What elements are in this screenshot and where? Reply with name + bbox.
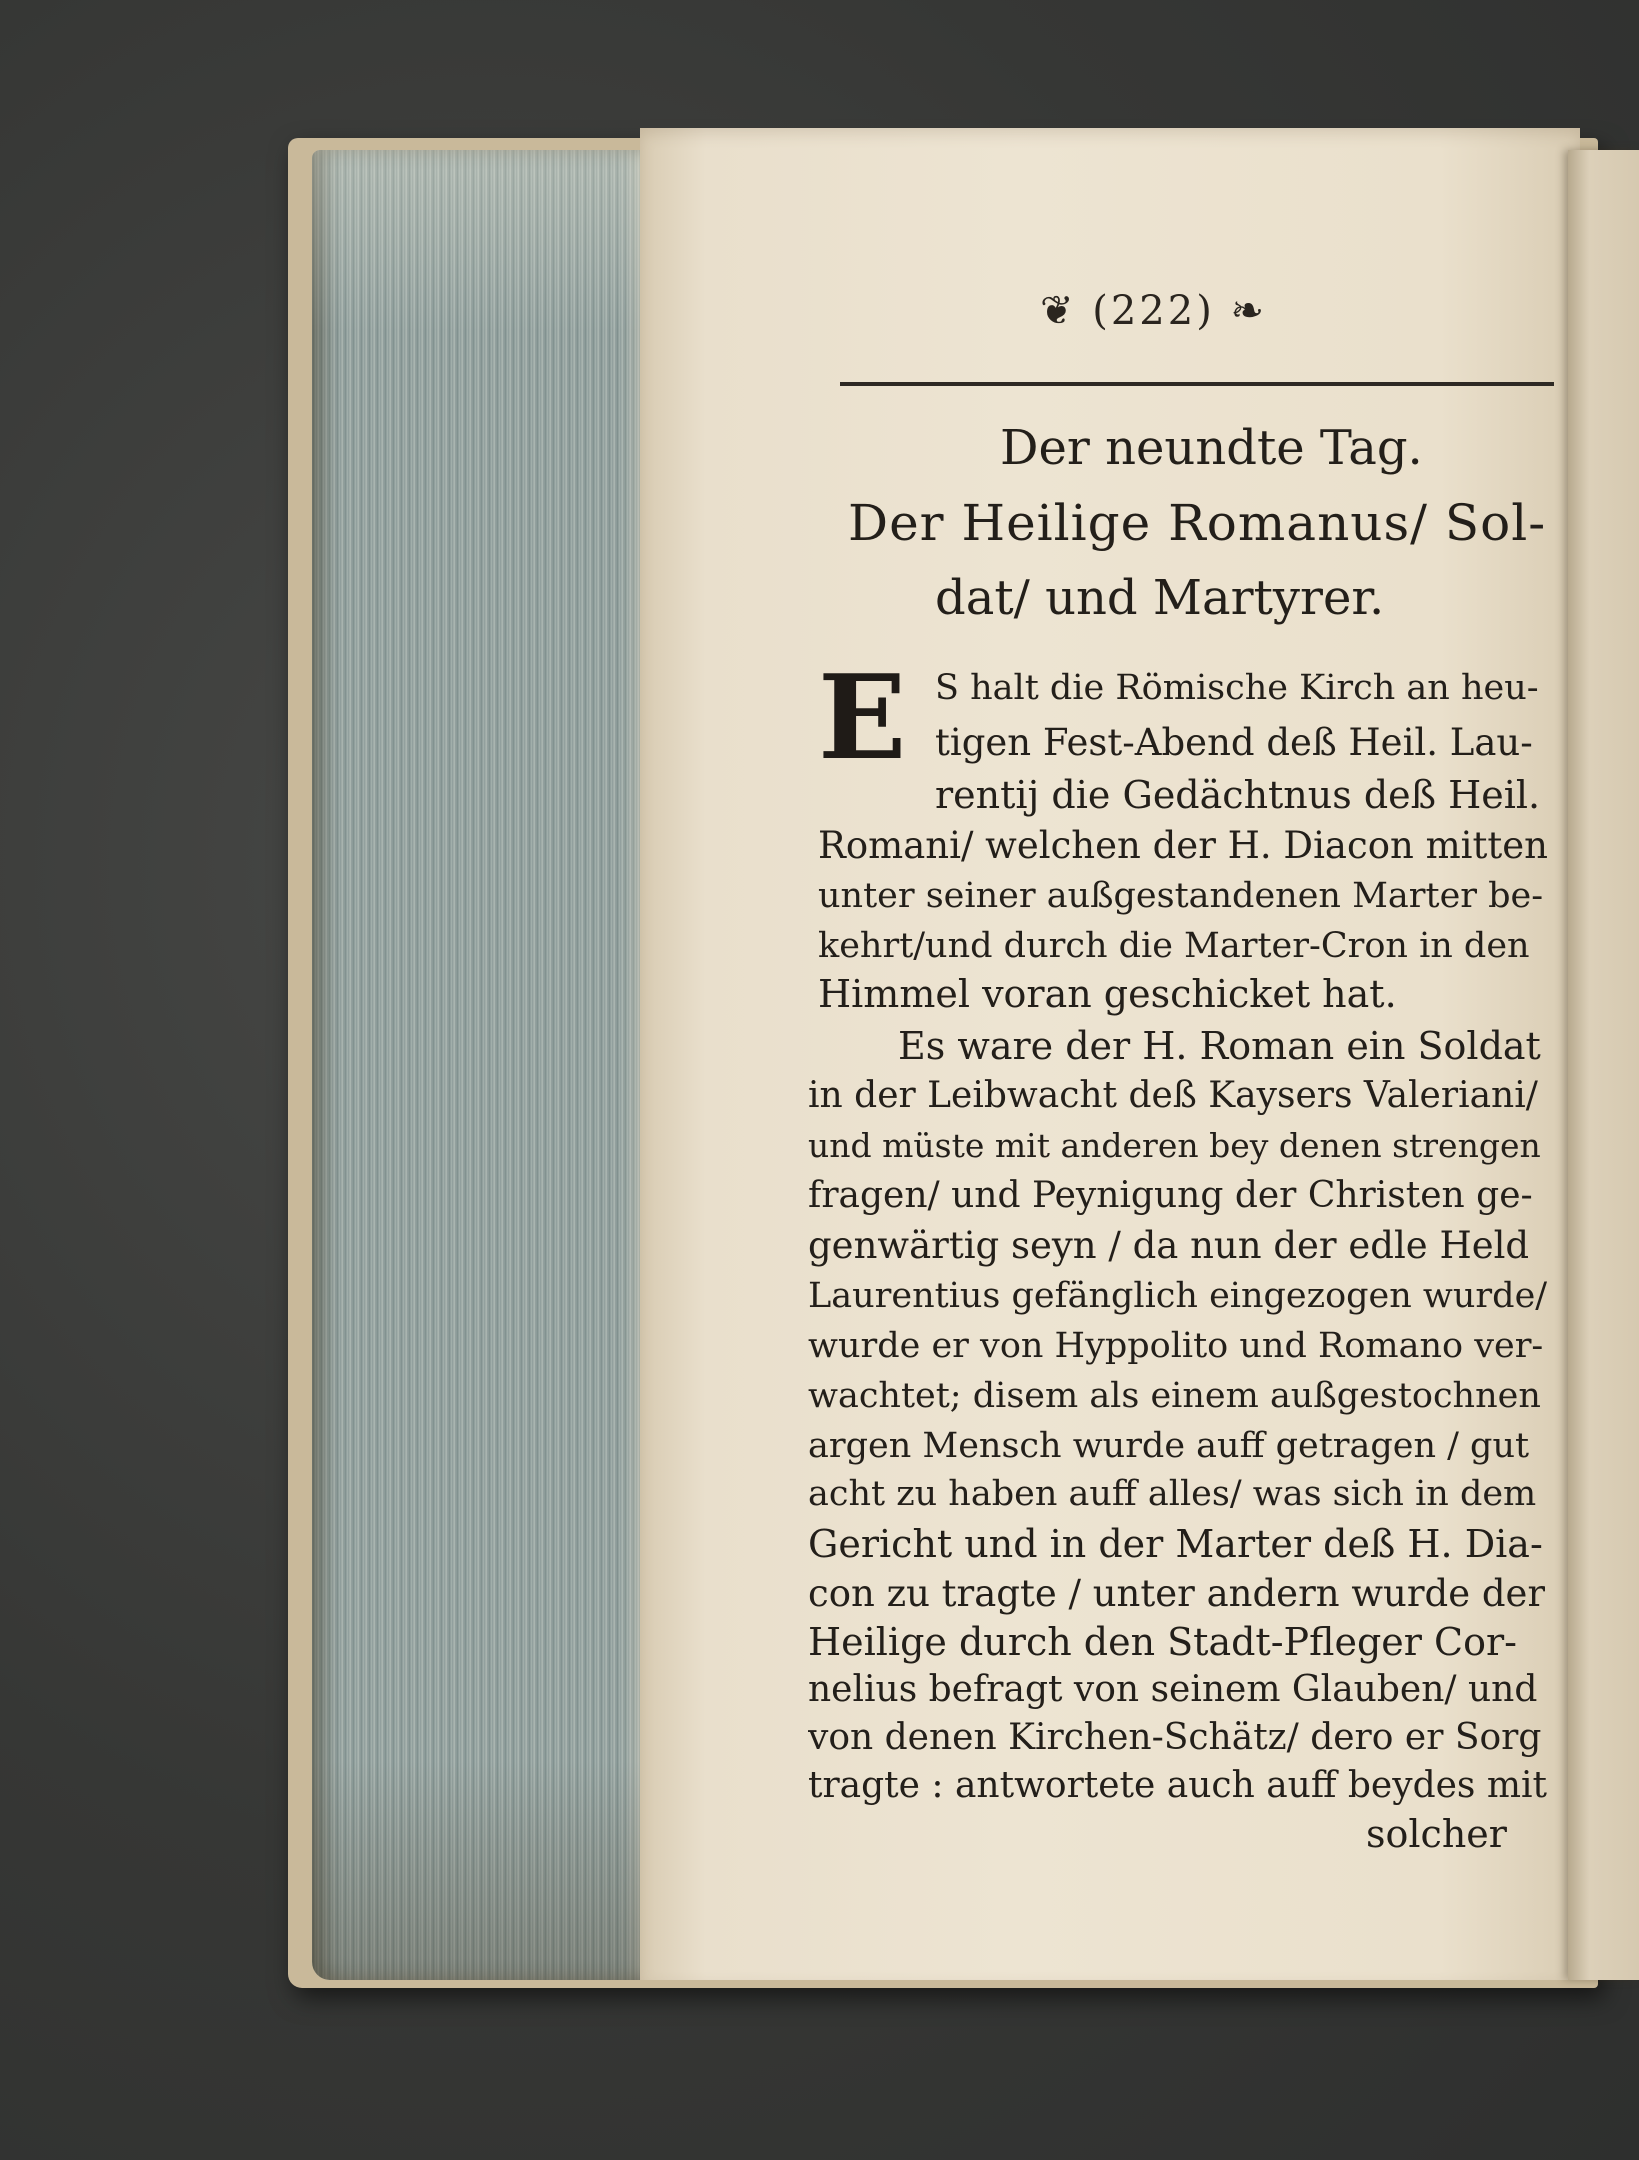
text-line: argen Mensch wurde auff getragen / gut bbox=[808, 1426, 1530, 1466]
text-line: und müste mit anderen bey denen strengen bbox=[808, 1126, 1541, 1165]
text-line: Himmel voran geschicket hat. bbox=[818, 972, 1397, 1016]
text-line: wachtet; disem als einem außgestochnen bbox=[808, 1376, 1541, 1416]
text-line: S halt die Römische Kirch an heu- bbox=[935, 668, 1539, 708]
page-number: (222) bbox=[1092, 288, 1215, 334]
text-line: Es ware der H. Roman ein Soldat bbox=[898, 1024, 1541, 1068]
day-title: Der neundte Tag. bbox=[1000, 420, 1423, 476]
text-line: tigen Fest-Abend deß Heil. Lau- bbox=[935, 721, 1533, 764]
text-line: Gericht und in der Marter deß H. Dia- bbox=[808, 1522, 1543, 1566]
text-line: acht zu haben auff alles/ was sich in dem bbox=[808, 1474, 1537, 1514]
ornament-left-icon: ❦ bbox=[1040, 288, 1077, 334]
text-line: tragte : antwortete auch auff beydes mit bbox=[808, 1765, 1547, 1806]
text-line: Romani/ welchen der H. Diacon mitten bbox=[818, 824, 1548, 867]
text-line: Heilige durch den Stadt-Pfleger Cor- bbox=[808, 1620, 1517, 1664]
saint-title: Der Heilige Romanus/ Sol- bbox=[848, 494, 1547, 552]
facing-page-edge bbox=[1568, 150, 1639, 1980]
text-line: kehrt/und durch die Marter-Cron in den bbox=[818, 926, 1530, 966]
text-line: wurde er von Hyppolito und Romano ver- bbox=[808, 1326, 1544, 1366]
text-line: fragen/ und Peynigung der Christen ge- bbox=[808, 1175, 1533, 1216]
text-line: con zu tragte / unter andern wurde der bbox=[808, 1572, 1546, 1615]
text-line: von denen Kirchen-Schätz/ dero er Sorg bbox=[808, 1717, 1542, 1758]
text-line: nelius befragt von seinem Glauben/ und bbox=[808, 1669, 1538, 1710]
catchword: solcher bbox=[1366, 1812, 1507, 1856]
text-line: genwärtig seyn / da nun der edle Held bbox=[808, 1224, 1530, 1267]
saint-title-continued: dat/ und Martyrer. bbox=[935, 570, 1385, 626]
page-header bbox=[1040, 288, 1390, 348]
text-line: in der Leibwacht deß Kaysers Valeriani/ bbox=[808, 1075, 1538, 1116]
text-line: rentij die Gedächtnus deß Heil. bbox=[935, 773, 1541, 817]
text-line: Laurentius gefänglich eingezogen wurde/ bbox=[808, 1276, 1548, 1316]
text-line: unter seiner außgestandenen Marter be- bbox=[818, 876, 1544, 916]
page-edges bbox=[312, 150, 642, 1980]
header-rule bbox=[840, 382, 1554, 386]
ornament-right-icon: ❧ bbox=[1230, 288, 1268, 334]
decorated-initial: E bbox=[818, 650, 907, 786]
